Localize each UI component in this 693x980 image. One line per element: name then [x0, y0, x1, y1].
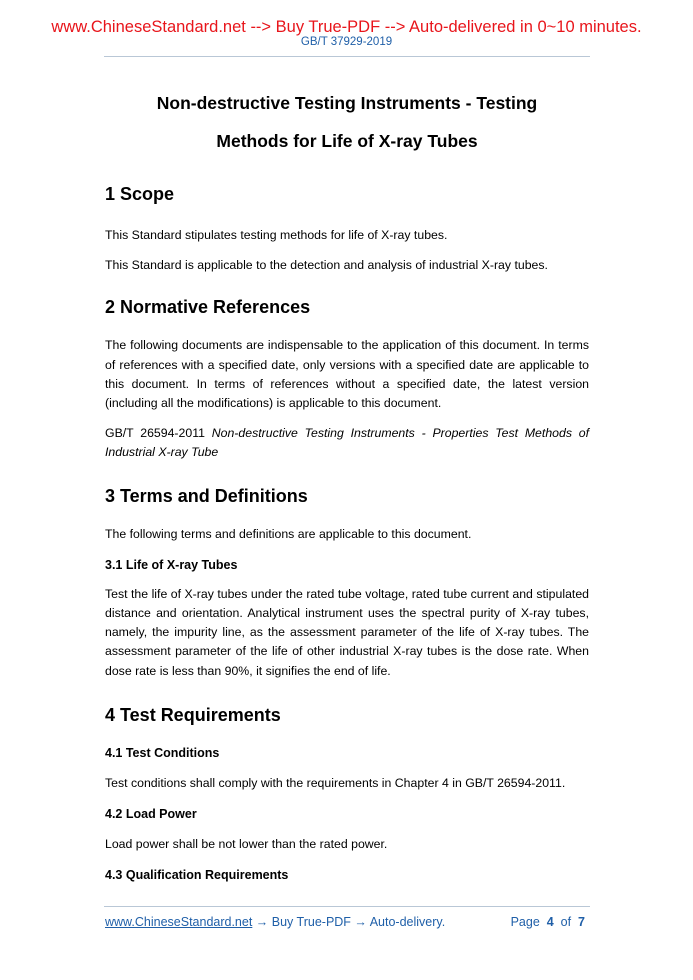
document-title	[105, 84, 589, 160]
scope-paragraph-2: This Standard is applicable to the detection and analysis of industrial X-ray tubes.	[105, 258, 548, 273]
load-power-paragraph: Load power shall be not lower than the rated power.	[105, 837, 388, 852]
scope-paragraph-1: This Standard stipulates testing methods for life of X-ray tubes.	[105, 228, 448, 242]
current-page-number: 4	[546, 915, 554, 929]
of-label: of	[560, 915, 572, 929]
references-paragraph: The following documents are indispensable to the application of this document. In terms of references with a specified date, only versions with a specified date are applicable to this document. In terms of references without a specified date, the latest version (including all the modifications) is applicable to this document.	[105, 338, 589, 411]
subsection-3-1-heading: 3.1 Life of X-ray Tubes	[105, 557, 238, 572]
section-2-heading: 2 Normative References	[105, 297, 311, 318]
reference-code: GB/T 26594-2011	[105, 426, 205, 441]
test-conditions-paragraph: Test conditions shall comply with the requirements in Chapter 4 in GB/T 26594-2011.	[105, 775, 566, 790]
subsection-4-2-heading: 4.2 Load Power	[105, 807, 197, 822]
section-4-heading: 4 Test Requirements	[105, 704, 281, 725]
subsection-4-1-heading: 4.1 Test Conditions	[105, 745, 220, 760]
terms-paragraph: The following terms and definitions are applicable to this document.	[105, 526, 472, 541]
page-indicator	[511, 915, 585, 929]
document-number: GB/T 37929-2019	[300, 36, 393, 48]
section-3-heading: 3 Terms and Definitions	[105, 485, 308, 506]
footer-rule	[104, 906, 590, 907]
title-line-1: Non-destructive Testing Instruments - Testing	[156, 93, 538, 113]
total-pages: 7	[578, 915, 585, 929]
page-body	[105, 84, 589, 884]
subsection-4-3-heading: 4.3 Qualification Requirements	[105, 868, 289, 883]
footer-site-link[interactable]: www.ChineseStandard.net	[105, 915, 253, 929]
reference-title: Non-destructive Testing Instruments - Properties Test Methods of Industrial X-ray Tube	[105, 426, 590, 460]
header-rule	[104, 56, 590, 57]
footer-link[interactable]	[105, 915, 445, 929]
life-definition-paragraph: Test the life of X-ray tubes under the rated tube voltage, rated tube current and stipulated distance and orientation. Analytical instrument uses the spectral purity of X-ray tubes, namely, the impurity line, as the assessment parameter of the life of X-ray tubes. The assessment parameter of the life of other industrial X-ray tubes is the dose rate. When dose rate is less than 90%, it signifies the end of life.	[105, 586, 589, 678]
promo-banner[interactable]: www.ChineseStandard.net --> Buy True-PDF --> Auto-delivered in 0~10 minutes.	[51, 18, 642, 36]
footer-link-text: → Buy True-PDF → Auto-delivery.	[252, 915, 446, 929]
title-line-2: Methods for Life of X-ray Tubes	[216, 131, 478, 151]
reference-entry	[105, 424, 589, 462]
section-1-heading: 1 Scope	[105, 184, 175, 204]
page-label: Page	[510, 915, 540, 929]
